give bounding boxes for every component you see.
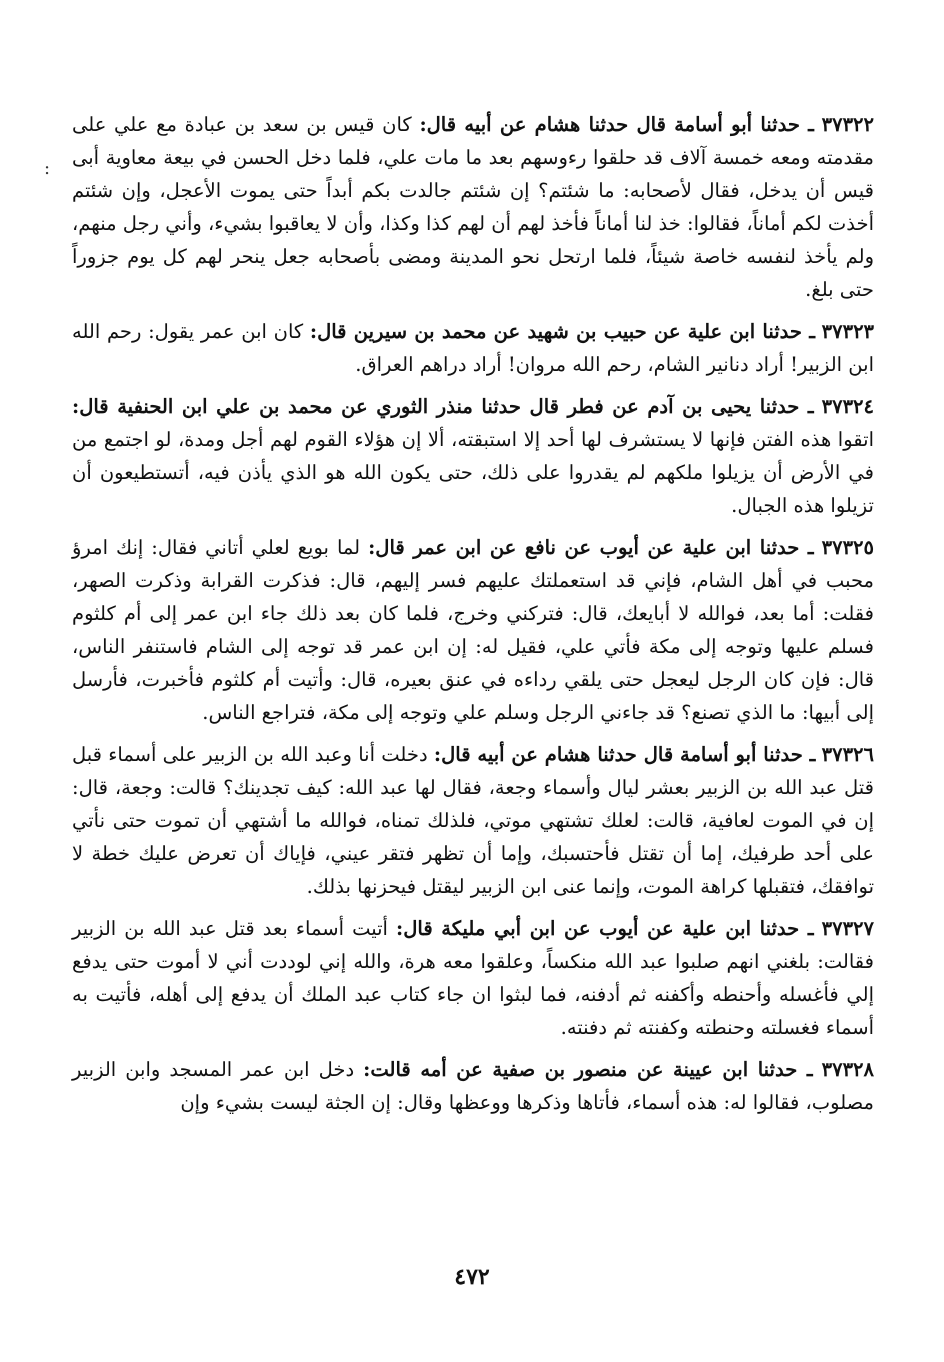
paragraph-37327 (72, 912, 874, 1044)
hadith-number: ٣٧٣٢٣ (821, 320, 875, 343)
hadith-number: ٣٧٣٢٦ (821, 743, 875, 766)
hadith-text: أتيت أسماء بعد قتل عبد الله بن الزبير فقالت: بلغني انهم صلبوا عبد الله منكساً، وعلقوا معه هرة، والله إني لوددت أني لا أموت حتى يدفع إلي فأغسله وأحنطه وأكفنه ثم أدفنه، فما لبثوا ان جاء كتاب عبد الملك أن يدفع إلى أهله، فأتيت به أسماء فغسلته وحنطته وكفنته ثم دفنته. (72, 917, 874, 1039)
hadith-text: دخلت أنا وعبد الله بن الزبير على أسماء قبل قتل عبد الله بن الزبير بعشر ليال وأسماء وجعة، فقال لها عبد الله: كيف تجدينك؟ قالت: وجعة، قال: إن في الموت لعافية، قالت: لعلك تشتهي موتي، فلذلك تمناه، فوالله ما أشتهي أن تموت حتى نأتي على أحد طرفيك، إما أن تقتل فأحتسبك، وإما أن تظهر فتقر عيني، فإياك أن تعرض عليك خطة لا توافقك، فتقبلها كراهة الموت، وإنما عنى ابن الزبير ليقتل فيحزنها بذلك. (72, 743, 874, 898)
page-number: ٤٧٢ (454, 1264, 490, 1290)
hadith-number: ٣٧٣٢٨ (821, 1058, 874, 1081)
hadith-chain: ـ حدثنا ابن علية عن أيوب عن ابن أبي مليكة قال: (396, 917, 814, 940)
hadith-number: ٣٧٣٢٢ (821, 113, 874, 136)
hadith-chain: ـ حدثنا ابن علية عن حبيب بن شهيد عن محمد بن سيرين قال: (309, 320, 815, 343)
hadith-text: كان قيس بن سعد بن عبادة مع علي على مقدمته ومعه خمسة آلاف قد حلقوا رءوسهم بعد ما مات علي، فلما دخل الحسن في بيعة معاوية أبى قيس أن يدخل، فقال لأصحابه: ما شئتم؟ إن شئتم جالدت بكم أبداً حتى يموت الأعجل، وإن شئتم أخذت لكم أماناً، فقالوا: خذ لنا أماناً فأخذ لهم أن لهم كذا وكذا، وأن لا يعاقبوا بشيء، وأني رجل منهم، ولم يأخذ لنفسه خاصة شيئاً، فلما ارتحل نحو المدينة ومضى بأصحابه جعل ينحر لهم كل يوم جزوراً حتى بلغ. (72, 113, 874, 301)
hadith-chain: ـ حدثنا أبو أسامة قال حدثنا هشام عن أبيه قال: (419, 113, 814, 136)
paragraph-37324 (72, 390, 874, 522)
paragraph-37322 (72, 108, 874, 306)
hadith-number: ٣٧٣٢٧ (821, 917, 875, 940)
paragraph-37326 (72, 738, 874, 903)
document-page (72, 108, 874, 1128)
paragraph-37328 (72, 1053, 874, 1119)
hadith-number: ٣٧٣٢٤ (821, 395, 874, 418)
hadith-chain: ـ حدثنا ابن علية عن أيوب عن نافع عن ابن عمر قال: (368, 536, 814, 559)
hadith-text: كان ابن عمر يقول: رحم الله ابن الزبير! أراد دنانير الشام، رحم الله مروان! أراد دراهم العراق. (72, 320, 874, 376)
hadith-number: ٣٧٣٢٥ (821, 536, 874, 559)
paragraph-37325 (72, 531, 874, 729)
hadith-chain: ـ حدثنا يحيى بن آدم عن فطر قال حدثنا منذر الثوري عن محمد بن علي ابن الحنفية قال: (72, 395, 814, 418)
paragraph-37323 (72, 315, 874, 381)
hadith-chain: ـ حدثنا أبو أسامة قال حدثنا هشام عن أبيه قال: (433, 743, 816, 766)
margin-mark: : (44, 158, 51, 179)
hadith-text: اتقوا هذه الفتن فإنها لا يستشرف لها أحد إلا استبقته، ألا إن هؤلاء القوم لهم أجل ومدة، لو اجتمع من في الأرض أن يزيلوا ملكهم لم يقدروا على ذلك، حتى يكون الله هو الذي يأذن فيه، أتستطيعون أن تزيلوا هذه الجبال. (72, 428, 874, 517)
hadith-text: لما بويع لعلي أتاني فقال: إنك امرؤ محبب في أهل الشام، فإني قد استعملتك عليهم فسر إليهم، قال: فذكرت القرابة وذكرت الصهر، فقلت: أما بعد، فوالله لا أبايعك، قال: فتركني وخرج، فلما كان بعد ذلك جاء ابن عمر إلى أم كلثوم فسلم عليها وتوجه إلى مكة فأتي علي، فقيل له: إن ابن عمر قد توجه إلى الشام فاستنفر الناس، قال: فإن كان الرجل ليعجل حتى يلقي رداءه في عنق بعيره، قال: وأتيت أم كلثوم فأخبرت، فأرسل إلى أبيها: ما الذي تصنع؟ قد جاءني الرجل وسلم علي وتوجه إلى مكة، فتراجع الناس. (72, 536, 874, 724)
hadith-text: دخل ابن عمر المسجد وابن الزبير مصلوب، فقالوا له: هذه أسماء، فأتاها وذكرها ووعظها وقال: إن الجثة ليست بشيء وإن (72, 1058, 874, 1114)
hadith-chain: ـ حدثنا ابن عيينة عن منصور بن صفية عن أمه قالت: (363, 1058, 813, 1081)
